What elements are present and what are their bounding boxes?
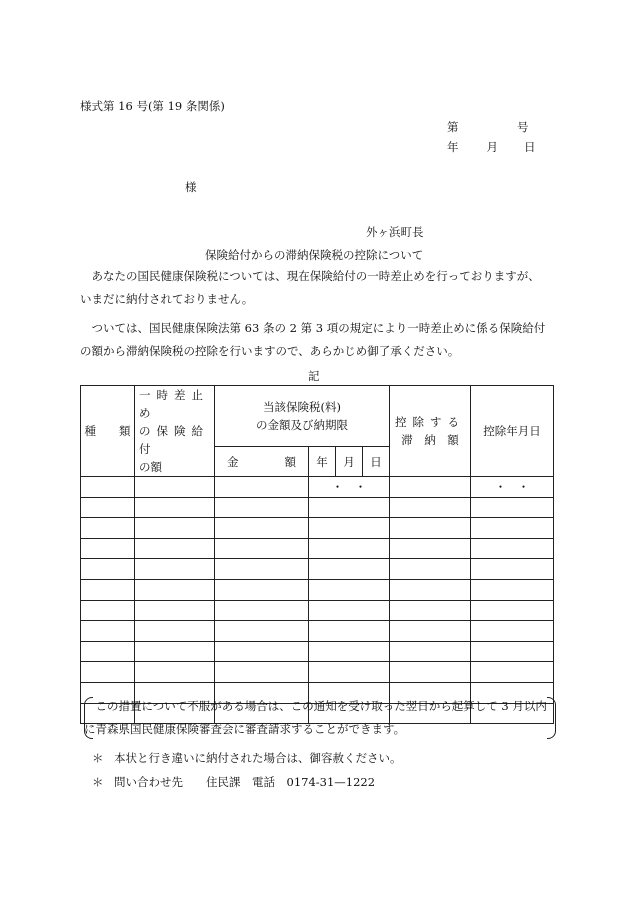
table-row	[81, 641, 554, 662]
sender: 外ヶ浜町長	[366, 225, 424, 239]
col-type: 種 類	[81, 386, 135, 477]
asterisk-mark: ＊	[92, 775, 104, 789]
col-deduct	[390, 386, 471, 477]
table-row	[81, 579, 554, 600]
table-row	[81, 662, 554, 683]
table-row	[81, 497, 554, 518]
issue-date	[447, 139, 536, 155]
date-month: 月	[486, 140, 498, 154]
table-row	[81, 518, 554, 539]
col-amount: 金 額	[215, 447, 309, 477]
paragraph-2: ついては、国民健康保険法第 63 条の 2 第 3 項の規定により一時差止めに係る保険給付の額から滞納保険税の控除を行いますので、あらかじめ御了承ください。	[80, 321, 546, 358]
col-suspended-line3: の額	[139, 460, 162, 474]
form-number: 様式第 16 号(第 19 条関係)	[80, 99, 225, 113]
date-day: 日	[524, 140, 536, 154]
col-deduct-line1: 控除する	[395, 415, 465, 429]
col-tax-line2: の金額及び納期限	[256, 418, 348, 433]
note1-text: 本状と行き違いに納付された場合は、御容赦ください。	[114, 751, 402, 765]
table-row	[81, 559, 554, 580]
deduct-date-dots: ・ ・	[471, 477, 554, 498]
col-suspended-line2: の保険給付	[139, 424, 209, 456]
date-year: 年	[447, 140, 459, 154]
subject-title: 保険給付からの滞納保険税の控除について	[205, 248, 424, 262]
table-row	[81, 477, 554, 498]
col-tax	[215, 386, 390, 447]
asterisk-mark: ＊	[92, 751, 104, 765]
appeal-notice	[84, 697, 552, 739]
table-row	[81, 538, 554, 559]
number-label-go: 号	[517, 120, 529, 134]
note-payment-crossing	[92, 750, 402, 766]
deduction-table	[80, 385, 554, 724]
col-day: 日	[363, 447, 390, 477]
col-suspended	[135, 386, 215, 477]
ki-label: 記	[308, 369, 320, 383]
due-date-dots: ・ ・	[309, 477, 390, 498]
col-deduct-date: 控除年月日	[471, 386, 554, 477]
col-year: 年	[309, 447, 336, 477]
col-month: 月	[336, 447, 363, 477]
number-label-dai: 第	[447, 120, 459, 134]
addressee-suffix: 様	[185, 180, 197, 194]
col-suspended-line1: 一時差止め	[139, 388, 209, 420]
paragraph-1: あなたの国民健康保険税については、現在保険給付の一時差止めを行っておりますが、いまだに納付されておりません。	[80, 269, 540, 306]
appeal-notice-text: この措置について不服がある場合は、この通知を受け取った翌日から起算して 3 月以内に青森県国民健康保険審査会に審査請求することができます。	[84, 699, 547, 736]
col-deduct-line2: 滞 納 額	[401, 433, 459, 447]
note2-text: 問い合わせ先 住民課 電話 0174-31—1222	[114, 775, 376, 789]
note-contact	[92, 774, 375, 790]
col-tax-line1: 当該保険税(料)	[263, 400, 341, 415]
table-row	[81, 621, 554, 642]
table-row	[81, 600, 554, 621]
